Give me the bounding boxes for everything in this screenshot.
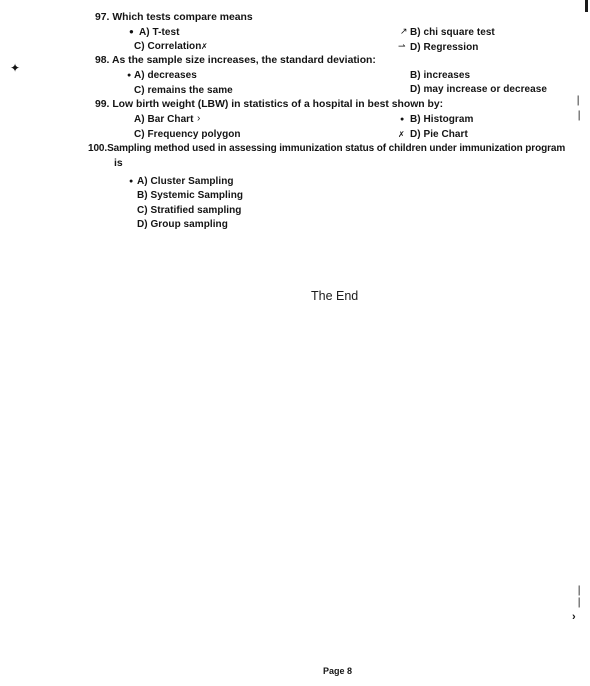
arrow-mark-icon: › — [197, 113, 201, 124]
question-100-continuation: is — [114, 158, 123, 169]
question-99: 99. Low birth weight (LBW) in statistics of a hospital in best shown by: — [95, 99, 444, 110]
q97-option-d: D) Regression — [410, 42, 479, 53]
q98-option-a: A) decreases — [134, 70, 197, 81]
q97-option-b: B) chi square test — [410, 27, 495, 38]
dot-mark-icon: ● — [400, 116, 405, 123]
q99-option-a: A) Bar Chart — [134, 114, 194, 125]
scan-artifact-right-1: ❘ — [574, 95, 583, 106]
dot-mark-icon: ● — [129, 178, 134, 185]
q99-option-d: D) Pie Chart — [410, 129, 468, 140]
arrow-mark-icon: ⇀ — [398, 41, 406, 51]
question-97: 97. Which tests compare means — [95, 12, 253, 23]
scan-edge-top-right — [585, 0, 588, 12]
q100-option-a: A) Cluster Sampling — [137, 176, 234, 187]
scan-artifact-right-3: ❘ — [575, 585, 584, 596]
q100-option-c: C) Stratified sampling — [137, 205, 242, 216]
arrow-mark-icon: ↗ — [400, 26, 408, 36]
check-mark-icon: ✗ — [201, 42, 208, 51]
question-100: 100.Sampling method used in assessing immunization status of children under immunization program — [88, 143, 566, 154]
dot-mark-icon: ● — [127, 72, 132, 79]
scan-artifact-right-4: ❘ — [575, 597, 584, 608]
q100-option-b: B) Systemic Sampling — [137, 190, 244, 201]
q98-option-b: B) increases — [410, 70, 471, 81]
q99-option-c: C) Frequency polygon — [134, 129, 241, 140]
q98-option-d: D) may increase or decrease — [410, 84, 547, 95]
page-number: Page 8 — [323, 666, 353, 676]
q100-option-d: D) Group sampling — [137, 219, 228, 230]
scan-artifact-right-2: ❘ — [575, 110, 584, 121]
q98-option-c: C) remains the same — [134, 85, 233, 96]
dot-mark-icon: ● — [129, 27, 134, 36]
scan-artifact-right-5: › — [572, 611, 576, 623]
q97-option-a: A) T-test — [139, 27, 180, 38]
end-heading: The End — [311, 289, 359, 303]
question-98: 98. As the sample size increases, the standard deviation: — [95, 55, 376, 66]
check-mark-icon: ✗ — [398, 130, 405, 139]
q99-option-b: B) Histogram — [410, 114, 474, 125]
scan-artifact-left: ✦ — [10, 61, 21, 75]
q97-option-c: C) Correlation — [134, 41, 202, 52]
